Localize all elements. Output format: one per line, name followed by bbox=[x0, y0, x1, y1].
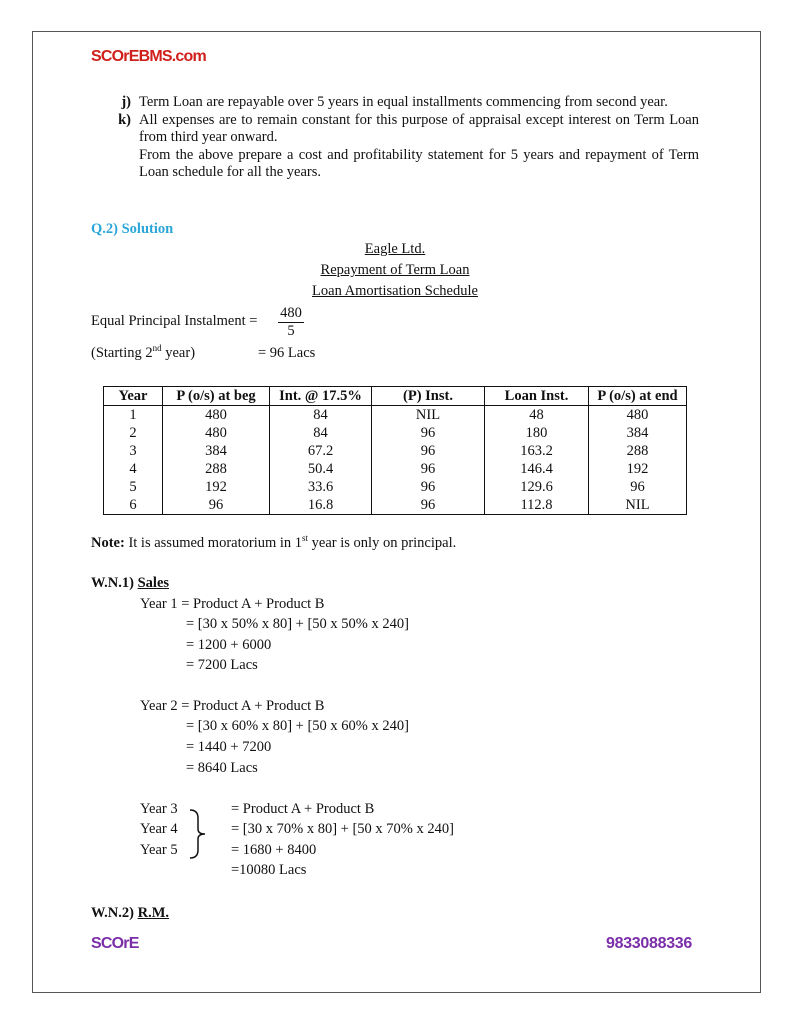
table-cell: 96 bbox=[372, 496, 485, 515]
table-row bbox=[104, 424, 687, 442]
sales-line: = [30 x 70% x 80] + [50 x 70% x 240] bbox=[231, 821, 454, 837]
item-text: Term Loan are repayable over 5 years in equal installments commencing from second year. bbox=[139, 94, 668, 110]
table-cell: 96 bbox=[372, 460, 485, 478]
fraction-numerator: 480 bbox=[280, 305, 302, 321]
table-cell: 163.2 bbox=[485, 442, 589, 460]
instalment-fraction bbox=[278, 305, 304, 340]
sales-line: = [30 x 50% x 80] + [50 x 50% x 240] bbox=[186, 616, 409, 632]
table-cell: 1 bbox=[104, 406, 163, 425]
table-row bbox=[104, 478, 687, 496]
schedule-title: Repayment of Term Loan bbox=[320, 262, 470, 278]
table-cell: 180 bbox=[485, 424, 589, 442]
table-cell: 146.4 bbox=[485, 460, 589, 478]
sales-line: = 7200 Lacs bbox=[186, 657, 258, 673]
table-cell: 6 bbox=[104, 496, 163, 515]
fraction-denominator: 5 bbox=[278, 322, 304, 340]
table-cell: NIL bbox=[589, 496, 687, 515]
table-cell: 384 bbox=[163, 442, 270, 460]
table-cell: 288 bbox=[163, 460, 270, 478]
table-cell: 288 bbox=[589, 442, 687, 460]
start-text: (Starting 2 bbox=[91, 345, 153, 361]
table-cell: 112.8 bbox=[485, 496, 589, 515]
item-label: k) bbox=[118, 111, 131, 128]
wn2-title: R.M. bbox=[137, 905, 170, 921]
col-header: Int. @ 17.5% bbox=[270, 387, 372, 406]
table-cell: 96 bbox=[589, 478, 687, 496]
item-j bbox=[91, 94, 699, 112]
sales-line: = Product A + Product B bbox=[231, 801, 375, 817]
table-cell: 84 bbox=[270, 424, 372, 442]
start-sup: nd bbox=[152, 343, 162, 354]
table-cell: 129.6 bbox=[485, 478, 589, 496]
table-cell: 3 bbox=[104, 442, 163, 460]
table-row bbox=[104, 442, 687, 460]
start-text-end: year) bbox=[161, 345, 196, 361]
table-cell: 5 bbox=[104, 478, 163, 496]
footer-brand: SCOrE bbox=[91, 935, 139, 952]
sales-line: = [30 x 60% x 80] + [50 x 60% x 240] bbox=[186, 718, 409, 734]
table-cell: 480 bbox=[163, 406, 270, 425]
sales-line: Year 2 = Product A + Product B bbox=[140, 698, 325, 714]
wn2-prefix: W.N.2) bbox=[91, 905, 138, 921]
right-brace-icon bbox=[188, 808, 208, 860]
sales-line: = 8640 Lacs bbox=[186, 760, 258, 776]
solution-heading: Q.2) Solution bbox=[91, 221, 174, 237]
col-header: Loan Inst. bbox=[485, 387, 589, 406]
table-header-row bbox=[104, 387, 687, 406]
col-header: Year bbox=[104, 387, 163, 406]
sales-line: = 1200 + 6000 bbox=[186, 637, 272, 653]
amortisation-table bbox=[103, 386, 687, 515]
table-cell: 480 bbox=[589, 406, 687, 425]
col-header: (P) Inst. bbox=[372, 387, 485, 406]
note-text: It is assumed moratorium in 1 bbox=[124, 535, 303, 551]
col-header: P (o/s) at beg bbox=[163, 387, 270, 406]
assumption-note bbox=[91, 535, 456, 552]
item-k bbox=[91, 112, 699, 147]
note-sup: st bbox=[302, 533, 309, 544]
wn2-heading bbox=[91, 905, 169, 922]
table-cell: 384 bbox=[589, 424, 687, 442]
table-row bbox=[104, 406, 687, 425]
brand-header: SCOrEBMS.com bbox=[91, 48, 206, 65]
instalment-label: Equal Principal Instalment = bbox=[91, 313, 258, 329]
table-cell: 96 bbox=[372, 424, 485, 442]
sales-line: =10080 Lacs bbox=[231, 862, 307, 878]
sales-line: Year 1 = Product A + Product B bbox=[140, 596, 325, 612]
table-cell: 96 bbox=[372, 442, 485, 460]
table-cell: 192 bbox=[589, 460, 687, 478]
table-cell: 96 bbox=[372, 478, 485, 496]
note-text-end: year is only on principal. bbox=[308, 535, 457, 551]
table-cell: 4 bbox=[104, 460, 163, 478]
table-cell: 192 bbox=[163, 478, 270, 496]
table-cell: 67.2 bbox=[270, 442, 372, 460]
year-label: Year 3 bbox=[140, 801, 178, 817]
sales-line: = 1440 + 7200 bbox=[186, 739, 272, 755]
instruction-text: From the above prepare a cost and profitability statement for 5 years and repayment of Term Loan schedule for all the years. bbox=[139, 146, 699, 180]
table-row bbox=[104, 496, 687, 515]
year-label: Year 4 bbox=[140, 821, 178, 837]
year-label: Year 5 bbox=[140, 842, 178, 858]
table-cell: 480 bbox=[163, 424, 270, 442]
table-cell: 50.4 bbox=[270, 460, 372, 478]
table-cell: 16.8 bbox=[270, 496, 372, 515]
table-cell: 2 bbox=[104, 424, 163, 442]
table-cell: 33.6 bbox=[270, 478, 372, 496]
wn1-prefix: W.N.1) bbox=[91, 575, 138, 591]
table-cell: 84 bbox=[270, 406, 372, 425]
table-cell: NIL bbox=[372, 406, 485, 425]
table-cell: 96 bbox=[163, 496, 270, 515]
company-name: Eagle Ltd. bbox=[364, 241, 426, 257]
sales-line: = 1680 + 8400 bbox=[231, 842, 317, 858]
note-label: Note: bbox=[91, 535, 125, 551]
col-header: P (o/s) at end bbox=[589, 387, 687, 406]
schedule-subtitle: Loan Amortisation Schedule bbox=[312, 283, 478, 299]
wn1-heading bbox=[91, 575, 169, 592]
wn1-title: Sales bbox=[137, 575, 170, 591]
item-label: j) bbox=[121, 94, 131, 110]
table-row bbox=[104, 460, 687, 478]
footer-phone: 9833088336 bbox=[606, 935, 692, 952]
table-cell: 48 bbox=[485, 406, 589, 425]
item-text: All expenses are to remain constant for this purpose of appraisal except interest on Term Loan from third year onward. bbox=[139, 111, 699, 145]
instalment-result: = 96 Lacs bbox=[258, 345, 316, 361]
question-items bbox=[91, 94, 699, 182]
starting-year-note bbox=[91, 345, 195, 362]
